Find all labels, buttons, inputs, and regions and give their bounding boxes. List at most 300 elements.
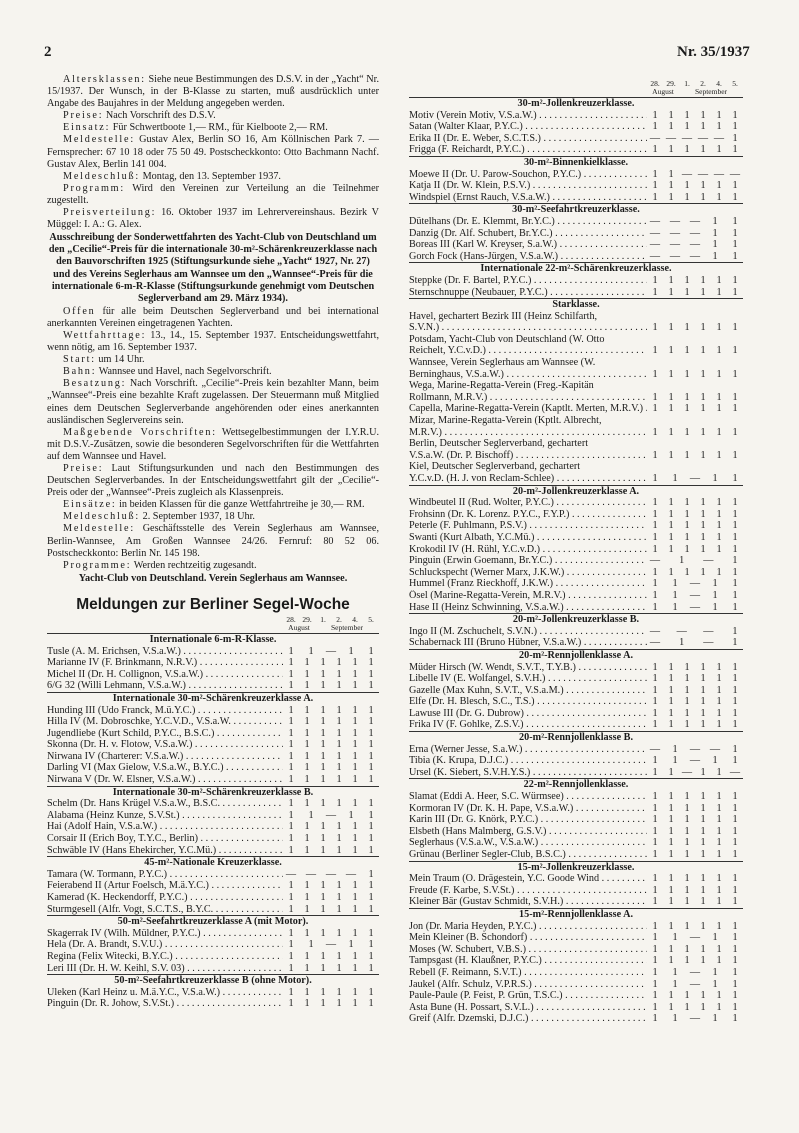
- entry-name: Leri III (Dr. H. W. Keihl, S.V. 03) . . .: [47, 963, 283, 975]
- entry-marks: [647, 873, 743, 885]
- entry-name: Regina (Felix Witecki, B.Y.C.) . . .: [47, 951, 283, 963]
- entry-mark: 1: [288, 774, 294, 786]
- entry-mark: 1: [732, 391, 738, 403]
- entry-mark: 1: [732, 250, 738, 262]
- entry-name: Peterle (F. Puhlmann, P.S.V.) . . .: [409, 520, 647, 532]
- entry-mark: —: [689, 743, 701, 755]
- class-heading: 20-m²-Jollenkreuzerklasse B.: [409, 613, 743, 626]
- entry-mark: 1: [684, 345, 690, 357]
- entry-mark: 1: [320, 903, 326, 915]
- paragraph-text: 2. September 1937, 18 Uhr.: [140, 511, 255, 523]
- entry-mark: 1: [684, 543, 690, 555]
- entry-name: Corsair II (Erich Boy, T.Y.C., Berlin) . . .: [47, 833, 283, 845]
- entry-name: Sturmgesell (Alfr. Vogt, S.C.T.S., B.Y.C. . . .: [47, 904, 283, 916]
- entry-mark: 1: [304, 798, 310, 810]
- entry-mark: 1: [336, 680, 342, 692]
- entry-mark: —: [689, 966, 701, 978]
- entry-mark: 1: [712, 1013, 718, 1025]
- month-label: August: [652, 87, 674, 96]
- entry-mark: 1: [368, 986, 374, 998]
- entry-mark: 1: [732, 274, 738, 286]
- entry-mark: 1: [288, 986, 294, 998]
- entry-mark: 1: [368, 939, 374, 951]
- entry-mark: 1: [668, 873, 674, 885]
- entry-name: Wannsee, Verein Seglerhaus am Wannsee (W.: [409, 357, 596, 369]
- entry-mark: 1: [732, 955, 738, 967]
- entry-row: [47, 821, 379, 833]
- entry-mark: 1: [712, 589, 718, 601]
- entry-mark: 1: [732, 345, 738, 357]
- entry-mark: 1: [668, 1001, 674, 1013]
- entry-mark: 1: [336, 844, 342, 856]
- entry-row: [47, 869, 379, 881]
- entry-mark: 1: [368, 798, 374, 810]
- entry-name: Alabama (Heinz Kunze, S.V.St.) . . .: [47, 810, 283, 822]
- paragraph-key: Preise:: [63, 110, 104, 122]
- entry-mark: 1: [668, 508, 674, 520]
- entry-mark: 1: [288, 927, 294, 939]
- entry-marks: [647, 473, 743, 485]
- entry-name: Schluckspecht (Werner Marx, J.K.W.) . . .: [409, 567, 647, 579]
- date-label: 1.: [684, 79, 690, 88]
- entry-mark: 1: [304, 903, 310, 915]
- entry-mark: 1: [304, 727, 310, 739]
- entry-mark: 1: [716, 426, 722, 438]
- entry-row: [409, 228, 743, 240]
- entry-row: [47, 657, 379, 669]
- entry-mark: 1: [652, 274, 658, 286]
- entry-row: [409, 1013, 743, 1025]
- entry-row: [409, 990, 743, 1002]
- entry-name: Slamat (Eddi A. Heer, S.C. Würmsee) . . .: [409, 791, 647, 803]
- entry-marks: [647, 532, 743, 544]
- entry-mark: 1: [684, 497, 690, 509]
- entry-mark: 1: [652, 322, 658, 334]
- entry-name: Elsbeth (Hans Malmberg, G.S.V.) . . .: [409, 826, 647, 838]
- entry-mark: 1: [668, 449, 674, 461]
- entry-mark: 1: [304, 927, 310, 939]
- entry-mark: 1: [352, 704, 358, 716]
- entry-mark: 1: [668, 426, 674, 438]
- entry-mark: 1: [684, 426, 690, 438]
- entry-mark: 1: [716, 990, 722, 1002]
- entry-mark: 1: [679, 637, 685, 649]
- entry-mark: 1: [352, 668, 358, 680]
- entry-name: Müder Hirsch (W. Wendt, S.V.T., T.Y.B.) . . .: [409, 662, 647, 674]
- entry-marks: [283, 939, 379, 951]
- entry-mark: 1: [716, 943, 722, 955]
- date-label: 4.: [352, 614, 358, 624]
- entry-mark: 1: [716, 543, 722, 555]
- entry-mark: 1: [336, 668, 342, 680]
- entry-marks: [647, 1002, 743, 1014]
- entry-name: Boreas III (Karl W. Kreyser, S.a.W.) . . .: [409, 239, 647, 251]
- entry-mark: 1: [668, 814, 674, 826]
- entry-mark: 1: [684, 791, 690, 803]
- entry-mark: 1: [732, 449, 738, 461]
- entries-right: [409, 80, 743, 1025]
- entry-mark: 1: [732, 743, 738, 755]
- entry-row: [409, 708, 743, 720]
- entry-marks: [647, 744, 743, 756]
- entry-row: [409, 239, 743, 251]
- entry-mark: 1: [700, 719, 706, 731]
- entry-marks: [283, 810, 379, 822]
- class-heading: Internationale 30-m²-Schärenkreuzerklasse A.: [47, 692, 379, 705]
- entry-mark: 1: [732, 227, 738, 239]
- entry-mark: 1: [716, 873, 722, 885]
- entry-row: [47, 880, 379, 892]
- entry-mark: 1: [368, 892, 374, 903]
- entry-name: Erika II (Dr. E. Weber, S.C.T.S.) . . .: [409, 133, 647, 145]
- entry-marks: [647, 438, 743, 450]
- class-heading: 15-m²-Rennjollenklasse A.: [409, 908, 743, 921]
- entry-mark: 1: [336, 821, 342, 833]
- entry-mark: 1: [304, 998, 310, 1010]
- entry-mark: 1: [732, 132, 738, 144]
- entry-mark: 1: [716, 368, 722, 380]
- entry-name: Reichelt, Y.C.v.D.) . . .: [409, 345, 647, 357]
- entry-mark: 1: [304, 680, 310, 692]
- entry-mark: 1: [652, 286, 658, 298]
- entry-mark: 1: [716, 884, 722, 896]
- entry-marks: [647, 251, 743, 263]
- entry-mark: 1: [684, 837, 690, 849]
- entry-marks: [647, 192, 743, 204]
- entry-mark: 1: [700, 661, 706, 673]
- entry-mark: 1: [700, 274, 706, 286]
- entry-marks: [647, 369, 743, 381]
- entry-mark: —: [681, 168, 693, 180]
- paragraph-key: Meldestelle:: [63, 134, 135, 146]
- entry-row: [409, 696, 743, 708]
- entry-mark: 1: [652, 673, 658, 685]
- entry-mark: 1: [716, 707, 722, 719]
- entry-row: [47, 669, 379, 681]
- entry-mark: —: [649, 227, 661, 239]
- paragraph: [47, 74, 379, 110]
- entry-mark: 1: [368, 880, 374, 892]
- entry-name: Schwäble IV (Hans Ehekircher, Y.C.Mü.) . . .: [47, 845, 283, 857]
- paragraph-key: Wettfahrttage:: [63, 329, 147, 341]
- entry-mark: 1: [672, 978, 678, 990]
- entry-mark: 1: [288, 998, 294, 1010]
- entry-marks: [283, 845, 379, 857]
- entry-marks: [647, 755, 743, 767]
- entry-mark: 1: [668, 684, 674, 696]
- paragraph-text: Wannsee und Havel, nach Segelvorschrift.: [96, 366, 272, 378]
- entry-mark: 1: [712, 932, 718, 944]
- entry-name: Mein Traum (O. Drägestein, Y.C. Goode Wind . . .: [409, 873, 647, 885]
- entry-mark: 1: [700, 322, 706, 334]
- paragraph-key: Einsatz:: [63, 122, 111, 134]
- entry-mark: 1: [288, 892, 294, 903]
- entry-marks: [283, 646, 379, 658]
- entry-row: [409, 1002, 743, 1014]
- paragraph: [47, 463, 379, 499]
- entry-marks: [647, 567, 743, 579]
- entry-row: [409, 885, 743, 897]
- entry-mark: 1: [684, 449, 690, 461]
- signature: Yacht-Club von Deutschland. Verein Seglerhaus am Wannsee.: [78, 572, 348, 584]
- entry-row: [409, 403, 743, 415]
- entry-marks: [647, 380, 743, 392]
- entry-name: S.V.N.) . . .: [409, 322, 647, 334]
- entry-mark: 1: [336, 903, 342, 915]
- entry-marks: [647, 967, 743, 979]
- entry-mark: 1: [336, 716, 342, 728]
- entry-name: Pinguin (Dr. R. Johow, S.V.St.) . . .: [47, 998, 283, 1010]
- entry-mark: 1: [672, 578, 678, 590]
- entry-row: [47, 833, 379, 845]
- entry-mark: 1: [336, 727, 342, 739]
- entry-row: [409, 357, 743, 369]
- entry-mark: 1: [732, 1013, 738, 1025]
- entry-marks: [647, 767, 743, 779]
- entry-marks: [647, 450, 743, 462]
- entry-row: [47, 705, 379, 717]
- entry-mark: 1: [684, 814, 690, 826]
- entry-mark: 1: [336, 986, 342, 998]
- entry-mark: 1: [732, 837, 738, 849]
- entry-name: Tampsgast (H. Klaußner, P.Y.C.) . . .: [409, 955, 647, 967]
- date-header: [47, 616, 379, 624]
- entry-mark: 1: [700, 403, 706, 415]
- entry-mark: 1: [716, 531, 722, 543]
- entry-mark: 1: [716, 180, 722, 192]
- entry-mark: 1: [652, 566, 658, 578]
- entry-row: [409, 497, 743, 509]
- entry-mark: 1: [320, 986, 326, 998]
- entry-marks: [647, 509, 743, 521]
- entry-name: Tusle (A. M. Erichsen, V.S.a.W.) . . .: [47, 646, 283, 658]
- entry-mark: 1: [716, 508, 722, 520]
- entry-name: Nirwana IV (Charterer: V.S.a.W.) . . .: [47, 751, 283, 763]
- paragraph-text: Für Schwertboote 1,— RM., für Kielboote 2,— RM.: [110, 122, 328, 134]
- entry-name: Kiel, Deutscher Seglerverband, gechartert: [409, 461, 581, 473]
- entry-mark: 1: [700, 684, 706, 696]
- entry-mark: —: [325, 645, 337, 657]
- entry-mark: 1: [684, 322, 690, 334]
- entry-mark: 1: [700, 109, 706, 121]
- entry-mark: 1: [732, 497, 738, 509]
- entry-mark: 1: [652, 368, 658, 380]
- entry-row: [409, 626, 743, 638]
- entry-mark: 1: [716, 520, 722, 532]
- entry-mark: 1: [668, 719, 674, 731]
- paragraph-text: Nach Vorschrift. „Cecilie“-Preis kein bezahlter Mann, beim „Wannsee“-Preis eine bezahlte Kraft zugelassen. Der Steuermann muß Mitglied eines dem Deutschen Seglerverbande angehörenden oder eines anerkannten ausländischen Seglervereins sein.: [47, 378, 379, 426]
- entry-mark: 1: [652, 191, 658, 203]
- entry-name: Berninghaus, V.S.a.W.) . . .: [409, 369, 647, 381]
- entry-marks: [647, 637, 743, 649]
- entry-row: [409, 837, 743, 849]
- entry-name: Uleken (Karl Heinz u. M.ä.Y.C., V.S.a.W.) . . .: [47, 987, 283, 999]
- entry-mark: 1: [700, 955, 706, 967]
- entry-mark: 1: [352, 716, 358, 728]
- entry-row: [409, 979, 743, 991]
- entry-mark: 1: [668, 673, 674, 685]
- entry-mark: 1: [336, 704, 342, 716]
- entry-mark: 1: [700, 825, 706, 837]
- entry-mark: —: [697, 168, 709, 180]
- entry-mark: 1: [732, 684, 738, 696]
- class-heading: 20-m²-Rennjollenklasse B.: [409, 731, 743, 744]
- entry-mark: 1: [652, 719, 658, 731]
- entry-mark: 1: [320, 762, 326, 774]
- entry-marks: [647, 578, 743, 590]
- paragraph-text: Laut Stiftungsurkunden und nach den Bestimmungen des Deutschen Seglerverbandes. In der Entscheidungswettfahrt gilt der „Cecilie“-Preis oder der „Wannsee“-Preis zugleich als Klassenpreis.: [47, 463, 379, 499]
- entry-mark: 1: [352, 739, 358, 751]
- entry-mark: 1: [652, 791, 658, 803]
- entry-mark: 1: [732, 873, 738, 885]
- entry-row: [409, 532, 743, 544]
- entry-mark: 1: [652, 932, 658, 944]
- entry-mark: 1: [716, 837, 722, 849]
- entry-mark: —: [697, 132, 709, 144]
- entry-marks: [647, 169, 743, 181]
- entry-mark: 1: [368, 950, 374, 962]
- entry-mark: 1: [716, 696, 722, 708]
- entry-mark: 1: [668, 661, 674, 673]
- entry-mark: 1: [700, 873, 706, 885]
- entry-marks: [647, 403, 743, 415]
- entry-mark: —: [703, 625, 714, 637]
- entry-mark: 1: [732, 589, 738, 601]
- entry-mark: 1: [652, 849, 658, 860]
- entry-mark: 1: [732, 543, 738, 555]
- entry-mark: 1: [652, 543, 658, 555]
- entry-mark: 1: [732, 1001, 738, 1013]
- entry-mark: 1: [320, 727, 326, 739]
- entry-mark: 1: [700, 520, 706, 532]
- entry-mark: —: [285, 868, 297, 880]
- entry-mark: 1: [700, 920, 706, 932]
- entry-mark: 1: [308, 939, 314, 951]
- entry-mark: 1: [652, 814, 658, 826]
- entry-marks: [283, 657, 379, 669]
- entry-mark: 1: [672, 473, 678, 484]
- entry-mark: 1: [304, 704, 310, 716]
- entry-mark: 1: [716, 403, 722, 415]
- entry-mark: 1: [352, 962, 358, 974]
- entry-name: 6/G 32 (Willi Lehmann, V.S.a.W.) . . .: [47, 680, 283, 692]
- entry-row: [409, 380, 743, 392]
- entry-mark: 1: [712, 227, 718, 239]
- paragraph: [47, 511, 379, 523]
- entry-mark: 1: [668, 943, 674, 955]
- entry-name: Elfe (Dr. H. Blesch, S.C., T.S.) . . .: [409, 696, 647, 708]
- entry-mark: 1: [732, 601, 738, 613]
- class-heading: 30-m²-Binnenkielklasse.: [409, 156, 743, 169]
- entry-row: [409, 473, 743, 485]
- entry-mark: —: [689, 215, 701, 227]
- entry-mark: 1: [732, 531, 738, 543]
- entry-mark: 1: [320, 880, 326, 892]
- paragraph-key: Altersklassen:: [63, 74, 146, 85]
- entry-mark: 1: [352, 950, 358, 962]
- entry-mark: 1: [288, 645, 294, 657]
- entry-mark: 1: [368, 962, 374, 974]
- entry-mark: 1: [700, 943, 706, 955]
- class-heading: Starklasse.: [409, 298, 743, 311]
- entry-mark: 1: [368, 750, 374, 762]
- paragraph-text: für alle beim Deutschen Seglerverband und bei international anerkannten Vereinen eingetragenen Yachten.: [47, 305, 379, 329]
- entry-mark: 1: [304, 739, 310, 751]
- entry-mark: 1: [732, 932, 738, 944]
- entry-name: Ingo II (M. Zschuchelt, S.V.N.) . . .: [409, 626, 647, 638]
- entry-row: [47, 939, 379, 951]
- entry-marks: [647, 311, 743, 323]
- entry-name: Skonna (Dr. H. v. Flotow, V.S.a.W.) . . .: [47, 739, 283, 751]
- entry-mark: 1: [320, 704, 326, 716]
- entry-name: Jugendliebe (Kurt Schild, P.Y.C., B.S.C.) . . .: [47, 728, 283, 740]
- entry-mark: 1: [716, 345, 722, 357]
- entry-marks: [647, 885, 743, 897]
- entry-mark: 1: [304, 762, 310, 774]
- paragraph-key: Start:: [63, 354, 96, 366]
- entry-mark: 1: [732, 144, 738, 156]
- paragraph-key: Meldestelle:: [63, 523, 135, 535]
- entry-mark: 1: [684, 884, 690, 896]
- entry-marks: [647, 837, 743, 849]
- entry-mark: 1: [308, 645, 314, 657]
- entry-mark: —: [689, 589, 701, 601]
- entry-mark: 1: [652, 345, 658, 357]
- entry-mark: 1: [668, 286, 674, 298]
- entry-mark: 1: [668, 520, 674, 532]
- entry-mark: 1: [352, 892, 358, 903]
- entry-mark: 1: [304, 774, 310, 786]
- entry-mark: 1: [652, 391, 658, 403]
- paragraph: [47, 523, 379, 559]
- paragraph-key: Preisverteilung:: [63, 207, 157, 219]
- entry-marks: [647, 544, 743, 556]
- entry-mark: 1: [672, 1013, 678, 1025]
- entry-mark: 1: [652, 943, 658, 955]
- entry-mark: 1: [320, 750, 326, 762]
- entry-name: Jon (Dr. Maria Heyden, P.Y.C.) . . .: [409, 921, 647, 933]
- entry-mark: 1: [684, 403, 690, 415]
- entry-mark: 1: [368, 998, 374, 1010]
- entry-mark: —: [729, 168, 741, 180]
- entry-row: [409, 121, 743, 133]
- entry-mark: 1: [732, 719, 738, 731]
- entry-mark: 1: [700, 191, 706, 203]
- entry-mark: 1: [732, 121, 738, 133]
- entry-marks: [283, 928, 379, 940]
- entry-row: [409, 803, 743, 815]
- entry-row: [409, 415, 743, 427]
- entry-row: [409, 275, 743, 287]
- entry-marks: [647, 110, 743, 122]
- entry-mark: 1: [684, 849, 690, 860]
- entry-mark: 1: [336, 657, 342, 669]
- entry-mark: 1: [652, 1013, 658, 1025]
- entry-mark: 1: [716, 896, 722, 908]
- entry-mark: 1: [320, 716, 326, 728]
- left-column: [47, 74, 379, 1010]
- entry-mark: —: [325, 868, 337, 880]
- entry-mark: 1: [668, 345, 674, 357]
- entry-mark: 1: [684, 873, 690, 885]
- entry-mark: 1: [368, 833, 374, 845]
- entry-mark: 1: [652, 873, 658, 885]
- entry-mark: 1: [368, 645, 374, 657]
- entry-mark: 1: [700, 426, 706, 438]
- entry-mark: 1: [700, 286, 706, 298]
- entry-mark: 1: [652, 180, 658, 192]
- entry-marks: [647, 685, 743, 697]
